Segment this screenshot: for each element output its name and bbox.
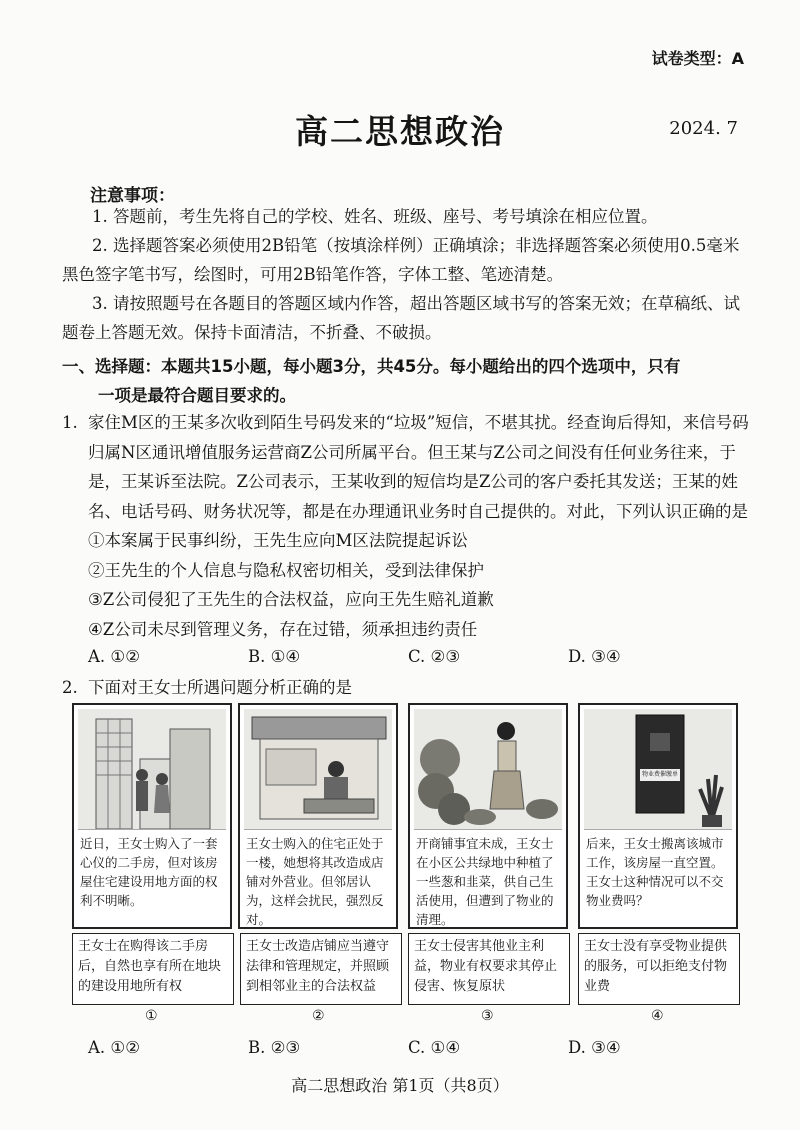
marker-1: ① [145,1008,158,1024]
choice-d[interactable]: D. ③④ [568,647,621,666]
statement-3: ③Z公司侵犯了王先生的合法权益，应向王先生赔礼道歉 [88,590,494,609]
notice-item-2: 2. 选择题答案必须使用2B铅笔（按填涂样例）正确填涂；非选择题答案必须使用0.5毫米黑色签字笔书写，绘图时，可用2B铅笔作答，字体工整、笔迹清楚。 [62,236,740,284]
exam-type-label: 试卷类型：A [651,49,744,68]
question-2-number: 2. [62,678,78,697]
panel-1-illustration [78,709,226,830]
choice-a[interactable]: A. ①② [88,647,140,666]
q2-choice-b[interactable]: B. ②③ [248,1038,301,1057]
panel-2-caption: 王女士购入的住宅正处于一楼，她想将其改造成店铺对外营业。但邻居认为，这样会扰民，强烈反对。 [246,836,384,927]
question-1-choices [88,647,738,666]
marker-4: ④ [651,1008,664,1024]
panel-3-caption: 开商铺事宜未成，王女士在小区公共绿地中种植了一些葱和韭菜，供自己生活使用，但遭到了物业的清理。 [416,836,554,927]
buildings-icon [78,709,226,829]
question-1 [62,408,752,644]
notice-heading: 注意事项： [90,186,175,206]
question-1-number: 1. [62,413,78,432]
question-2-stem: 下面对王女士所遇问题分析正确的是 [88,678,352,697]
marker-2: ② [312,1008,325,1024]
panel-2-illustration [244,709,392,830]
choice-c[interactable]: C. ②③ [408,647,461,666]
analysis-box-1: 王女士在购得该二手房后，自然也享有所在地块的建设用地所有权 [72,933,234,1005]
comic-panel-2 [238,703,398,929]
question-2 [62,674,352,698]
bill-sign-text: 物业费催缴单 [641,771,678,778]
marker-3: ③ [481,1008,494,1024]
section-heading-line2: 一项是最符合题目要求的。 [98,386,296,405]
analysis-box-4: 王女士没有享受物业提供的服务，可以拒绝支付物业费 [578,933,740,1005]
page-title: 高二思想政治 [295,112,505,151]
page-footer: 高二思想政治 第1页（共8页） [291,1076,509,1095]
comic-panel-1 [72,703,232,929]
statement-2: ②王先生的个人信息与隐私权密切相关，受到法律保护 [88,560,484,580]
analysis-box-2: 王女士改造店铺应当遵守法律和管理规定，并照顾到相邻业主的合法权益 [240,933,402,1005]
choice-b[interactable]: B. ①④ [248,647,301,666]
notice-item-1: 1. 答题前，考生先将自己的学校、姓名、班级、座号、考号填涂在相应位置。 [92,207,658,226]
q2-choice-d[interactable]: D. ③④ [568,1038,621,1057]
notice-item-3: 3. 请按照题号在各题目的答题区域内作答，超出答题区域书写的答案无效；在草稿纸、试题卷上答题无效。保持卡面清洁，不折叠、不破损。 [62,294,740,342]
panel-4-illustration [584,709,732,830]
panel-1-caption: 近日，王女士购入了一套心仪的二手房，但对该房屋住宅建设用地方面的权利不明晰。 [80,836,218,908]
panel-4-caption: 后来，王女士搬离该城市工作，该房屋一直空置。王女士这种情况可以不交物业费吗？ [586,836,724,908]
q2-choice-a[interactable]: A. ①② [88,1038,140,1057]
statement-1: ①本案属于民事纠纷，王先生应向M区法院提起诉讼 [88,531,468,550]
statement-4: ④Z公司未尽到管理义务，存在过错，须承担违约责任 [88,619,478,639]
shop-icon [244,709,392,829]
section-heading [62,352,752,410]
comic-panel-4 [578,703,738,929]
analysis-box-3: 王女士侵害其他业主利益，物业有权要求其停止侵害、恢复原状 [408,933,570,1005]
panel-3-illustration [414,709,562,830]
garden-icon [414,709,562,829]
section-heading-line1: 一、选择题：本题共15小题，每小题3分，共45分。每小题给出的四个选项中，只有 [62,357,681,376]
question-2-choices [88,1038,738,1057]
q2-choice-c[interactable]: C. ①④ [408,1038,461,1057]
comic-panel-3 [408,703,568,929]
question-1-stem: 家住M区的王某多次收到陌生号码发来的“垃圾”短信，不堪其扰。经查询后得知，来信号码归属N区通讯增值服务运营商Z公司所属平台。但王某与Z公司之间没有任何业务往来，于是，王某诉至法院。Z公司表示，王某收到的短信均是Z公司的客户委托其发送；王某的姓名、电话号码、财务状况等，都是在办理通讯业务时自己提供的。对此，下列认识正确的是 [88,413,749,521]
exam-date: 2024. 7 [669,118,738,139]
